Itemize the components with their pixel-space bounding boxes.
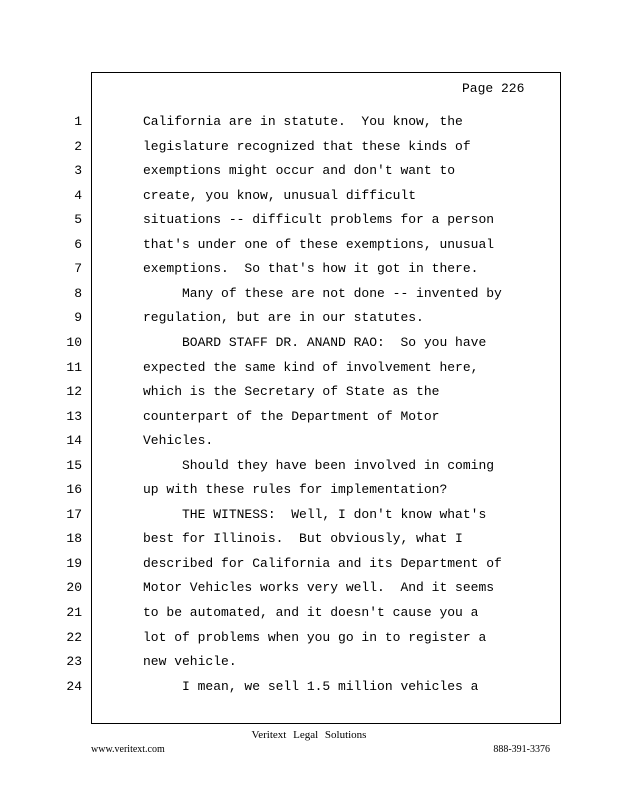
- footer-company: Veritext Legal Solutions: [251, 729, 367, 741]
- line-number: 23: [66, 654, 82, 669]
- line-number: 2: [74, 139, 82, 154]
- line-text: that's under one of these exemptions, unusual: [143, 237, 495, 252]
- line-text: situations -- difficult problems for a person: [143, 212, 495, 227]
- line-number: 11: [66, 360, 82, 375]
- line-text: Should they have been involved in coming: [143, 458, 495, 473]
- line-number: 6: [74, 237, 82, 252]
- page-number: Page 226: [462, 81, 525, 96]
- line-text: Vehicles.: [143, 433, 214, 448]
- line-number: 21: [66, 605, 82, 620]
- line-number: 7: [74, 261, 82, 276]
- line-number: 14: [66, 433, 82, 448]
- line-number: 12: [66, 384, 82, 399]
- line-text: which is the Secretary of State as the: [143, 384, 440, 399]
- footer-website: www.veritext.com: [91, 744, 165, 755]
- line-number: 22: [66, 630, 82, 645]
- line-number: 17: [66, 507, 82, 522]
- line-text: THE WITNESS: Well, I don't know what's: [143, 507, 487, 522]
- line-text: expected the same kind of involvement here,: [143, 360, 479, 375]
- line-text: regulation, but are in our statutes.: [143, 310, 424, 325]
- line-number: 9: [74, 310, 82, 325]
- line-number: 19: [66, 556, 82, 571]
- line-number: 15: [66, 458, 82, 473]
- line-number: 1: [74, 114, 82, 129]
- line-text: exemptions might occur and don't want to: [143, 163, 456, 178]
- line-number: 3: [74, 163, 82, 178]
- line-number: 13: [66, 409, 82, 424]
- line-text: Many of these are not done -- invented by: [143, 286, 502, 301]
- line-text: legislature recognized that these kinds of: [143, 139, 471, 154]
- line-number: 8: [74, 286, 82, 301]
- line-text: new vehicle.: [143, 654, 237, 669]
- line-text: to be automated, and it doesn't cause you a: [143, 605, 479, 620]
- line-text: California are in statute. You know, the: [143, 114, 463, 129]
- line-text: counterpart of the Department of Motor: [143, 409, 440, 424]
- line-number: 4: [74, 188, 82, 203]
- line-text: exemptions. So that's how it got in there.: [143, 261, 479, 276]
- footer-phone: 888-391-3376: [493, 744, 550, 755]
- line-text: Motor Vehicles works very well. And it seems: [143, 580, 495, 595]
- line-text: BOARD STAFF DR. ANAND RAO: So you have: [143, 335, 487, 350]
- line-text: up with these rules for implementation?: [143, 482, 448, 497]
- line-number: 5: [74, 212, 82, 227]
- line-text: lot of problems when you go in to register a: [143, 630, 487, 645]
- line-number: 16: [66, 482, 82, 497]
- line-number: 18: [66, 531, 82, 546]
- line-number: 10: [66, 335, 82, 350]
- line-number: 24: [66, 679, 82, 694]
- line-text: best for Illinois. But obviously, what I: [143, 531, 463, 546]
- line-text: described for California and its Department of: [143, 556, 502, 571]
- line-text: I mean, we sell 1.5 million vehicles a: [143, 679, 479, 694]
- line-text: create, you know, unusual difficult: [143, 188, 417, 203]
- line-number: 20: [66, 580, 82, 595]
